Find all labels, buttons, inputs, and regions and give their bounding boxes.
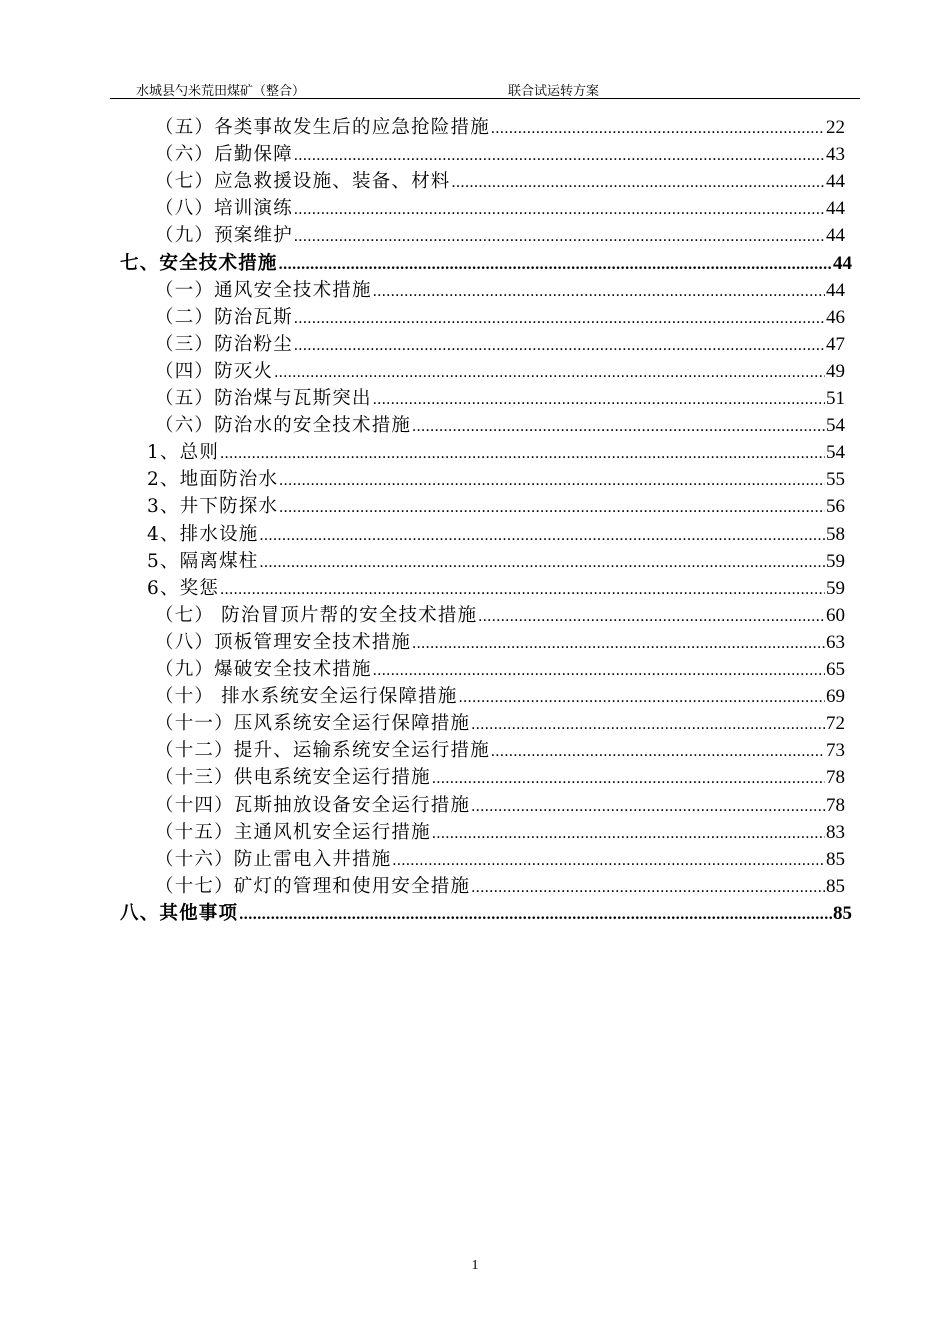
toc-entry-label: （九）爆破安全技术措施 bbox=[155, 659, 372, 680]
toc-entry-page: 73 bbox=[826, 740, 845, 762]
toc-entry-page: 43 bbox=[826, 144, 845, 166]
toc-entry[interactable] bbox=[155, 656, 845, 683]
toc-leader-dots bbox=[412, 413, 825, 440]
toc-entry-page: 83 bbox=[826, 821, 845, 843]
toc-entry[interactable] bbox=[155, 602, 845, 629]
toc-entry[interactable] bbox=[155, 114, 845, 141]
header-center-text: 联合试运转方案 bbox=[508, 83, 600, 98]
toc-entry-label: 八、其他事项 bbox=[120, 902, 239, 924]
toc-leader-dots bbox=[279, 467, 825, 494]
toc-entry[interactable] bbox=[147, 493, 845, 520]
toc-entry[interactable] bbox=[155, 168, 845, 195]
toc-entry-page: 69 bbox=[826, 686, 845, 708]
toc-leader-dots bbox=[294, 196, 825, 223]
toc-entry[interactable] bbox=[155, 764, 845, 791]
toc-entry[interactable] bbox=[155, 792, 845, 819]
toc-entry-label: 七、安全技术措施 bbox=[120, 252, 278, 274]
toc-entry[interactable] bbox=[147, 521, 845, 548]
toc-entry-page: 72 bbox=[826, 713, 845, 735]
toc-leader-dots bbox=[471, 874, 825, 901]
toc-entry[interactable] bbox=[155, 304, 845, 331]
toc-entry-label: （五）防治煤与瓦斯突出 bbox=[155, 388, 372, 409]
toc-leader-dots bbox=[259, 522, 825, 549]
toc-leader-dots bbox=[294, 305, 825, 332]
toc-entry-label: （五）各类事故发生后的应急抢险措施 bbox=[155, 117, 490, 138]
toc-entry-label: 1、总则 bbox=[147, 442, 220, 464]
toc-entry[interactable] bbox=[155, 846, 845, 873]
toc-entry-label: 6、奖惩 bbox=[147, 577, 220, 599]
toc-entry-page: 85 bbox=[833, 902, 852, 924]
toc-leader-dots bbox=[220, 576, 825, 603]
toc-leader-dots bbox=[491, 115, 825, 142]
toc-leader-dots bbox=[471, 711, 825, 738]
toc-entry-label: （九）预案维护 bbox=[155, 225, 293, 247]
toc-entry-label: 2、地面防治水 bbox=[147, 469, 279, 491]
toc-leader-dots bbox=[373, 386, 825, 413]
toc-leader-dots bbox=[412, 630, 825, 657]
toc-leader-dots bbox=[471, 793, 825, 820]
toc-entry-page: 44 bbox=[826, 171, 845, 193]
toc-entry-page: 78 bbox=[826, 794, 845, 816]
toc-leader-dots bbox=[432, 765, 825, 792]
toc-entry-page: 55 bbox=[826, 469, 845, 491]
toc-entry-page: 85 bbox=[826, 875, 845, 897]
toc-entry-label: （十七）矿灯的管理和使用安全措施 bbox=[155, 875, 471, 897]
toc-entry-label: （八）培训演练 bbox=[155, 198, 293, 220]
toc-entry-page: 54 bbox=[826, 415, 845, 437]
toc-leader-dots bbox=[220, 440, 825, 467]
toc-entry-label: （七）应急救援设施、装备、材料 bbox=[155, 171, 451, 193]
toc-entry[interactable] bbox=[155, 683, 845, 710]
toc-entry-page: 44 bbox=[833, 252, 852, 274]
toc-entry[interactable] bbox=[155, 222, 845, 249]
toc-entry[interactable] bbox=[155, 873, 845, 900]
toc-entry-label: （十） 排水系统安全运行保障措施 bbox=[155, 686, 458, 708]
toc-entry-page: 51 bbox=[826, 388, 845, 409]
toc-entry[interactable] bbox=[147, 575, 845, 602]
toc-entry[interactable] bbox=[155, 737, 845, 764]
toc-entry[interactable] bbox=[155, 277, 845, 304]
toc-leader-dots bbox=[294, 332, 825, 359]
toc-entry-page: 46 bbox=[826, 306, 845, 328]
toc-entry-page: 47 bbox=[826, 333, 845, 355]
toc-entry-label: 4、排水设施 bbox=[147, 523, 259, 545]
toc-entry-page: 54 bbox=[826, 442, 845, 464]
toc-entry[interactable] bbox=[155, 358, 845, 385]
toc-leader-dots bbox=[279, 494, 825, 521]
toc-leader-dots bbox=[432, 820, 825, 847]
toc-leader-dots bbox=[491, 738, 825, 765]
toc-entry-label: （二）防治瓦斯 bbox=[155, 306, 293, 328]
toc-leader-dots bbox=[294, 223, 825, 250]
toc-entry-page: 44 bbox=[826, 225, 845, 247]
toc-leader-dots bbox=[274, 359, 825, 386]
toc-entry[interactable] bbox=[155, 385, 845, 412]
toc-entry-label: （六）防治水的安全技术措施 bbox=[155, 415, 412, 437]
toc-entry-page: 60 bbox=[826, 604, 845, 626]
toc-entry-label: 5、隔离煤柱 bbox=[147, 550, 259, 572]
toc-leader-dots bbox=[373, 278, 825, 305]
toc-entry-label: （一）通风安全技术措施 bbox=[155, 279, 372, 301]
toc-entry-page: 59 bbox=[826, 550, 845, 572]
page-header bbox=[110, 78, 860, 99]
toc-entry[interactable] bbox=[120, 900, 852, 927]
toc-leader-dots bbox=[478, 603, 825, 630]
toc-entry[interactable] bbox=[155, 819, 845, 846]
toc-entry-label: （四）防灭火 bbox=[155, 360, 274, 382]
toc-entry-label: （十一）压风系统安全运行保障措施 bbox=[155, 713, 471, 735]
toc-leader-dots bbox=[279, 251, 832, 278]
toc-entry-label: （六）后勤保障 bbox=[155, 144, 293, 166]
toc-entry[interactable] bbox=[155, 195, 845, 222]
toc-entry[interactable] bbox=[155, 141, 845, 168]
header-left-text: 水城县勺米荒田煤矿（整合） bbox=[136, 83, 306, 98]
toc-entry[interactable] bbox=[155, 710, 845, 737]
page-number: 1 bbox=[471, 1258, 479, 1273]
toc-entry-page: 65 bbox=[826, 659, 845, 680]
toc-leader-dots bbox=[392, 847, 825, 874]
toc-entry-label: （十二）提升、运输系统安全运行措施 bbox=[155, 740, 490, 762]
toc-entry-page: 59 bbox=[826, 577, 845, 599]
toc-leader-dots bbox=[459, 684, 825, 711]
toc-entry-label: （三）防治粉尘 bbox=[155, 333, 293, 355]
toc-leader-dots bbox=[294, 142, 825, 169]
toc-entry[interactable] bbox=[147, 548, 845, 575]
toc-entry[interactable] bbox=[147, 439, 845, 466]
toc-entry-page: 44 bbox=[826, 279, 845, 301]
toc-entry-label: （七） 防治冒顶片帮的安全技术措施 bbox=[155, 604, 478, 626]
toc-entry-page: 58 bbox=[826, 523, 845, 545]
toc-entry-page: 85 bbox=[826, 848, 845, 870]
toc-entry-page: 63 bbox=[826, 631, 845, 653]
toc-entry-page: 56 bbox=[826, 496, 845, 518]
toc-entry[interactable] bbox=[155, 629, 845, 656]
toc-leader-dots bbox=[452, 169, 825, 196]
toc-entry-page: 78 bbox=[826, 767, 845, 789]
toc-entry[interactable] bbox=[155, 412, 845, 439]
toc-entry-label: （十三）供电系统安全运行措施 bbox=[155, 767, 431, 789]
toc-entry[interactable] bbox=[155, 331, 845, 358]
toc-entry-label: （十四）瓦斯抽放设备安全运行措施 bbox=[155, 794, 471, 816]
toc-entry[interactable] bbox=[147, 466, 845, 493]
toc-entry-page: 49 bbox=[826, 360, 845, 382]
toc-leader-dots bbox=[239, 901, 832, 928]
toc-entry-label: （十六）防止雷电入井措施 bbox=[155, 848, 392, 870]
toc-leader-dots bbox=[373, 657, 825, 684]
toc-entry-label: （十五）主通风机安全运行措施 bbox=[155, 821, 431, 843]
toc-leader-dots bbox=[259, 549, 825, 576]
toc-entry-label: （八）顶板管理安全技术措施 bbox=[155, 631, 412, 653]
toc-entry[interactable] bbox=[120, 250, 852, 277]
toc-entry-page: 22 bbox=[826, 117, 845, 138]
toc-entry-label: 3、井下防探水 bbox=[147, 496, 279, 518]
toc-entry-page: 44 bbox=[826, 198, 845, 220]
